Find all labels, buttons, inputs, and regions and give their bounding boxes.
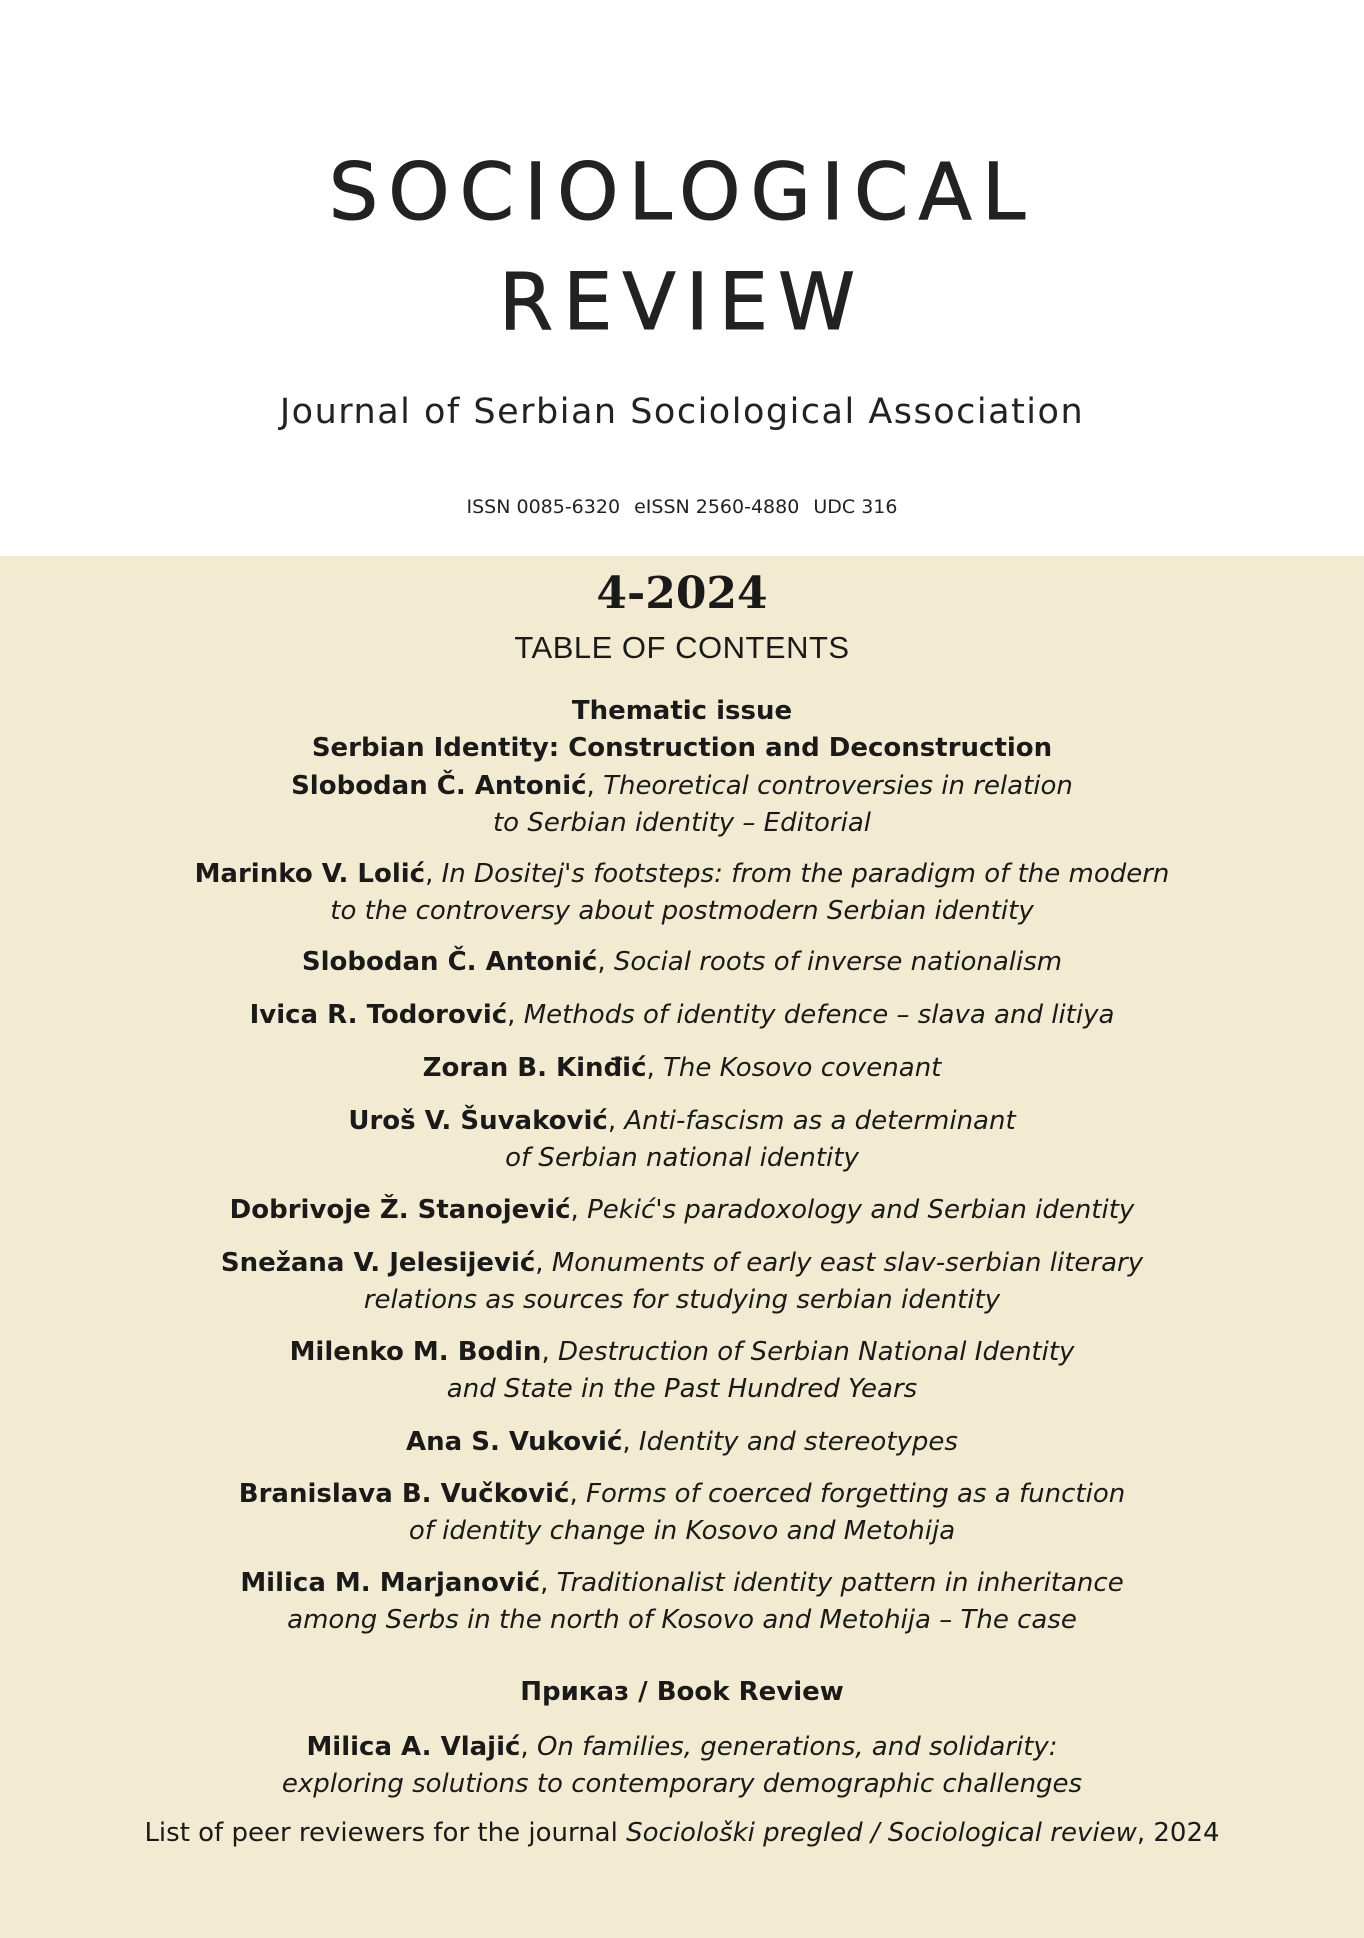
entry-title-cont: exploring solutions to contemporary demographic challenges xyxy=(281,1769,1083,1799)
peer-prefix: List of peer reviewers for the journal xyxy=(144,1818,627,1848)
issn: ISSN 0085-6320 xyxy=(466,496,621,518)
entry-title-cont: of Serbian national identity xyxy=(505,1143,859,1173)
entry-author: Milica A. Vlajić xyxy=(306,1732,521,1762)
toc-entry: Snežana V. Jelesijević, Monuments of early east slav-serbian literary relations as sources for studying serbian identity xyxy=(0,1245,1364,1319)
toc-entry: Branislava B. Vučković, Forms of coerced forgetting as a function of identity change in Kosovo and Metohija xyxy=(0,1476,1364,1550)
thematic-theme: Serbian Identity: Construction and Deconstruction xyxy=(311,733,1053,763)
entry-author: Snežana V. Jelesijević xyxy=(220,1248,536,1278)
peer-suffix: , 2024 xyxy=(1136,1818,1220,1848)
entry-author: Marinko V. Lolić xyxy=(194,859,426,889)
entry-title: In Dositej's footsteps: from the paradigm of the modern xyxy=(441,859,1170,889)
udc: UDC 316 xyxy=(813,496,898,518)
entry-title: Social roots of inverse nationalism xyxy=(613,947,1063,977)
journal-subtitle: Journal of Serbian Sociological Association xyxy=(279,392,1085,432)
entry-title-cont: of identity change in Kosovo and Metohija xyxy=(408,1516,956,1546)
entry-title: Anti-fascism as a determinant xyxy=(624,1106,1016,1136)
entry-author: Uroš V. Šuvaković xyxy=(348,1106,608,1136)
entry-author: Ana S. Vuković xyxy=(406,1427,623,1457)
entry-title: Methods of identity defence – slava and litiya xyxy=(523,1000,1115,1030)
toc-entry: Milica M. Marjanović, Traditionalist identity pattern in inheritance among Serbs in the north of Kosovo and Metohija – The case xyxy=(0,1565,1364,1639)
entry-title: The Kosovo covenant xyxy=(663,1053,942,1083)
toc-entry: Milenko M. Bodin, Destruction of Serbian National Identity and State in the Past Hundred Years xyxy=(0,1334,1364,1408)
issn-line xyxy=(0,496,1364,518)
journal-title-line1: SOCIOLOGICAL xyxy=(328,148,1036,238)
entry-title-cont: to the controversy about postmodern Serbian identity xyxy=(330,896,1034,926)
toc-entry: Slobodan Č. Antonić, Social roots of inverse nationalism xyxy=(301,947,1063,977)
entry-title: Monuments of early east slav-serbian literary xyxy=(551,1248,1144,1278)
eissn: eISSN 2560-4880 xyxy=(634,496,800,518)
entry-title: Traditionalist identity pattern in inheritance xyxy=(556,1568,1124,1598)
entry-title: Forms of coerced forgetting as a function xyxy=(585,1479,1126,1509)
book-review-heading: Приказ / Book Review xyxy=(520,1677,844,1707)
toc-entry: Zoran B. Kinđić, The Kosovo covenant xyxy=(422,1053,942,1083)
journal-title-line2: REVIEW xyxy=(498,258,866,348)
toc-entry: Uroš V. Šuvaković, Anti-fascism as a determinant of Serbian national identity xyxy=(0,1103,1364,1177)
entry-title-cont: to Serbian identity – Editorial xyxy=(492,808,871,838)
issue-number: 4-2024 xyxy=(596,568,768,619)
entry-title: Identity and stereotypes xyxy=(638,1427,958,1457)
entry-title: Theoretical controversies in relation xyxy=(603,771,1073,801)
entry-author: Slobodan Č. Antonić xyxy=(301,947,598,977)
entry-title: Pekić's paradoxology and Serbian identity xyxy=(587,1195,1135,1225)
entry-title-cont: among Serbs in the north of Kosovo and Metohija – The case xyxy=(287,1605,1077,1635)
entry-title-cont: relations as sources for studying serbian identity xyxy=(363,1285,1001,1315)
entry-author: Milica M. Marjanović xyxy=(240,1568,541,1598)
entry-title: Destruction of Serbian National Identity xyxy=(557,1337,1075,1367)
entry-author: Dobrivoje Ž. Stanojević xyxy=(229,1195,571,1225)
entry-title: On families, generations, and solidarity: xyxy=(536,1732,1058,1762)
toc-entry: Marinko V. Lolić, In Dositej's footsteps: from the paradigm of the modern to the controversy about postmodern Serbian identity xyxy=(0,856,1364,930)
toc-entry: Dobrivoje Ž. Stanojević, Pekić's paradoxology and Serbian identity xyxy=(229,1195,1135,1225)
entry-author: Milenko M. Bodin xyxy=(289,1337,542,1367)
peer-reviewers-line xyxy=(0,1818,1364,1848)
entry-author: Zoran B. Kinđić xyxy=(422,1053,647,1083)
toc-heading: TABLE OF CONTENTS xyxy=(514,630,850,665)
entry-author: Ivica R. Todorović xyxy=(249,1000,508,1030)
toc-entry: Ana S. Vuković, Identity and stereotypes xyxy=(406,1427,958,1457)
entry-title-cont: and State in the Past Hundred Years xyxy=(446,1374,918,1404)
entry-author: Branislava B. Vučković xyxy=(238,1479,570,1509)
entry-author: Slobodan Č. Antonić xyxy=(291,771,587,801)
toc-entry: Ivica R. Todorović, Methods of identity defence – slava and litiya xyxy=(249,1000,1115,1030)
thematic-label: Thematic issue xyxy=(571,696,793,726)
toc-entry: Slobodan Č. Antonić, Theoretical controversies in relation to Serbian identity – Editorial xyxy=(0,768,1364,842)
book-review-entry: Milica A. Vlajić, On families, generations, and solidarity: exploring solutions to contemporary demographic challenges xyxy=(0,1729,1364,1803)
peer-journal-name: Sociološki pregled / Sociological review xyxy=(626,1818,1137,1848)
cover-header xyxy=(0,0,1364,556)
